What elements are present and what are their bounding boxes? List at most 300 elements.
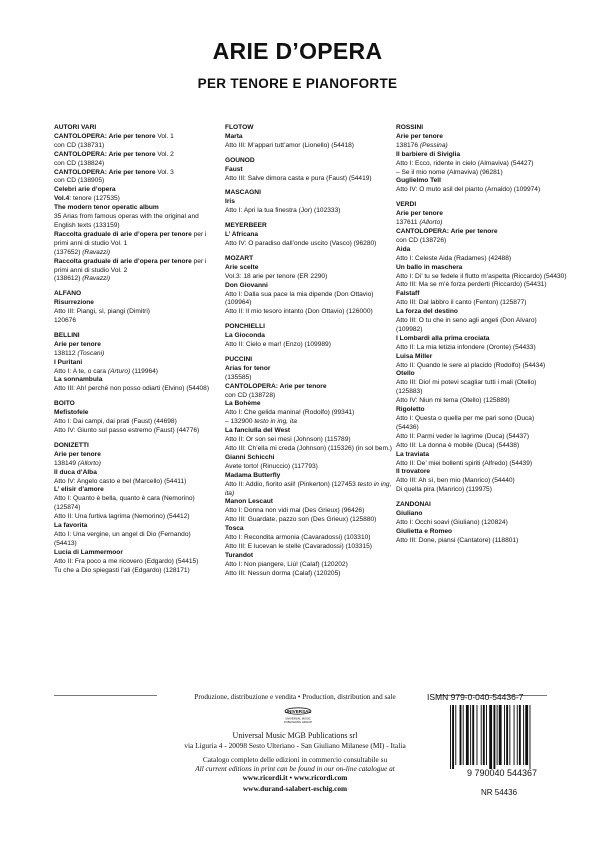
catalog-line <box>225 332 390 341</box>
catalog-text: La sonnambula <box>54 376 103 384</box>
catalog-text: con CD (138824) <box>54 159 105 167</box>
catalog-text: La Bohème <box>225 400 261 408</box>
catalog-line <box>396 362 556 371</box>
catalog-text: con CD (138905) <box>54 177 105 185</box>
catalog-line <box>54 451 219 460</box>
catalog-line <box>225 166 390 175</box>
catalog-line <box>396 281 556 290</box>
catalog-text: Atto I: Che gelida manina! (Rodolfo) (99341) <box>225 409 355 417</box>
composer-heading <box>225 189 390 198</box>
catalog-line <box>225 507 390 516</box>
catalog-text: Guglielmo Tell <box>396 177 441 185</box>
catalog-text: MEYERBEER <box>225 222 267 230</box>
catalog-line <box>54 275 219 284</box>
catalog-line <box>396 353 556 362</box>
composer-heading <box>225 323 390 332</box>
catalog-line <box>396 169 556 178</box>
catalog-line <box>54 195 219 204</box>
catalog-line <box>54 133 219 142</box>
catalog-note-en: All current editions in print can be found in our on-line catalogue at <box>195 764 395 773</box>
catalog-text: Un ballo in maschera <box>396 263 463 271</box>
catalog-text: Atto I: Dai campi, dai prati (Faust) (44698) <box>54 418 177 426</box>
catalog-text: BELLINI <box>54 331 80 339</box>
catalog-text: Arie per tenore <box>54 450 101 458</box>
catalog-text: Atto I: Occhi soavi (Giuliano) (120824) <box>396 518 508 526</box>
catalog-line <box>54 567 219 576</box>
catalog-text: (138612) <box>54 275 83 283</box>
catalog-line <box>396 415 556 424</box>
catalog-line <box>54 558 219 567</box>
catalog-line <box>396 397 556 406</box>
catalog-text: Atto III: Ma se m’è forza perderti (Riccardo) (54431) <box>396 281 547 289</box>
catalog-line <box>225 383 390 392</box>
catalog-line <box>396 272 567 282</box>
catalog-text: Gianni Schicchi <box>225 453 275 461</box>
catalog-text: con CD (138726) <box>396 236 447 244</box>
catalog-line <box>54 258 219 276</box>
catalog-text: BOITO <box>54 400 75 408</box>
catalog-text: Avete torto! (Rinuccio) (117793) <box>225 462 318 470</box>
catalog-text: Giulietta e Romeo <box>396 527 453 535</box>
catalog-text: (Toscani) <box>77 349 105 357</box>
catalog-text: PONCHIELLI <box>225 323 265 331</box>
catalog-text: Il trovatore <box>396 468 431 476</box>
composer-heading <box>54 332 219 341</box>
catalog-text: MOZART <box>225 254 254 262</box>
barcode-bar <box>499 705 502 765</box>
catalog-text: (109964) <box>225 299 252 307</box>
barcode-bar <box>489 705 492 769</box>
catalog-column-2 <box>225 124 390 579</box>
catalog-line <box>396 151 556 160</box>
barcode-bar <box>517 705 518 765</box>
catalog-text: Atto I: Donna non vidi mai (Des Grieux) (96426) <box>225 507 365 515</box>
catalog-line <box>225 392 390 401</box>
catalog-line <box>225 463 390 472</box>
catalog-text: Atto I: Celeste Aida (Radames) (42488) <box>396 254 512 262</box>
catalog-line <box>54 368 219 377</box>
catalog-line <box>396 370 556 379</box>
catalog-text: FLOTOW <box>225 124 254 131</box>
barcode-bar <box>523 705 524 765</box>
catalog-text: Giuliano <box>396 510 423 518</box>
barcode-bar <box>525 705 528 765</box>
catalog-text: La fanciulla del West <box>225 427 291 435</box>
catalog-line <box>396 451 556 460</box>
catalog-text: testo in ing, <box>357 480 392 488</box>
catalog-line <box>396 460 556 469</box>
catalog-line <box>225 291 390 300</box>
catalog-text: L’ Africana <box>225 231 259 239</box>
catalog-text: Atto IV: Niun mi tema (Otello) (125889) <box>396 397 510 405</box>
catalog-line <box>396 237 556 246</box>
catalog-line <box>396 424 556 433</box>
catalog-text: (Allorto) <box>77 459 101 467</box>
barcode-bar <box>483 705 485 765</box>
catalog-text: Atto III: Done, piansi (Cantatore) (118801) <box>396 536 519 544</box>
catalog-line <box>54 522 219 531</box>
catalog-text: Atto II: Cielo e mar! (Enzo) (109989) <box>225 341 331 349</box>
catalog-text: Atto III: Ah! perché non posso odiarti (Elvino) (54408) <box>54 385 210 393</box>
footer-rule-left <box>54 695 157 696</box>
catalog-text: (137652) <box>54 248 83 256</box>
catalog-text: Il duca d’Alba <box>54 468 97 476</box>
catalog-text: Arie per tenore <box>396 132 443 140</box>
catalog-line <box>225 534 390 543</box>
catalog-text: con CD (138731) <box>54 141 105 149</box>
catalog-text: Atto III: La donna è mobile (Duca) (54438) <box>396 441 520 449</box>
catalog-line <box>396 186 556 195</box>
catalog-line <box>225 525 390 534</box>
catalog-line <box>396 142 556 151</box>
barcode-bar <box>450 705 451 769</box>
catalog-text: Atto II: Or son sei mesi (Johnson) (115789) <box>225 436 351 444</box>
catalog-text: Vol. 1 <box>155 132 174 140</box>
catalog-text: Arie per tenore <box>54 340 101 348</box>
website-ricordi[interactable]: www.ricordi.it • www.ricordi.com <box>242 773 348 782</box>
catalog-line <box>225 341 390 350</box>
catalog-line <box>225 561 390 570</box>
catalog-text: (Pessina) <box>419 141 448 149</box>
catalog-line <box>54 460 219 469</box>
catalog-text: (Arturo) <box>107 367 131 375</box>
catalog-text: (Ravazzi) <box>82 248 111 256</box>
catalog-line <box>225 427 390 436</box>
catalog-line <box>54 169 219 178</box>
catalog-text: 138176 <box>396 141 420 149</box>
catalog-line <box>225 552 390 561</box>
catalog-line <box>396 406 556 415</box>
composer-heading <box>396 501 556 510</box>
catalog-text: ita) <box>225 489 235 497</box>
catalog-line <box>54 478 219 487</box>
catalog-text: (54413) <box>54 539 77 547</box>
catalog-line <box>396 160 556 169</box>
catalog-text: Vol. 3 <box>155 168 174 176</box>
catalog-line <box>54 317 219 326</box>
universal-music-logo <box>270 704 326 728</box>
catalog-line <box>396 264 556 273</box>
catalog-text: La favorita <box>54 522 88 530</box>
catalog-text: Aida <box>396 245 411 253</box>
catalog-text: 138112 <box>54 349 78 357</box>
catalog-text: Atto IV: O muto asil del pianto (Arnaldo) (109974) <box>396 186 541 194</box>
barcode <box>442 703 562 779</box>
website-dse[interactable]: www.durand-salabert-eschig.com <box>242 784 348 793</box>
catalog-line <box>54 495 219 504</box>
catalog-line <box>396 519 556 528</box>
catalog-text: Atto III: M’appari tutt’amor (Lionello) (54418) <box>225 141 355 149</box>
catalog-line <box>54 299 219 308</box>
catalog-text: CANTOLOPERA: Arie per tenore <box>396 227 498 235</box>
catalog-line <box>54 341 219 350</box>
barcode-bar <box>455 705 456 765</box>
catalog-text: (Allorto) <box>419 219 443 227</box>
composer-heading <box>225 124 390 133</box>
company-address: via Liguria 4 - 20098 Sesto Ulteriano - San Giuliano Milanese (MI) - Italia <box>184 741 406 750</box>
catalog-line <box>225 142 390 151</box>
ismn-code: ISMN 979-0-040-54436-7 <box>427 692 524 702</box>
catalog-text: : tenore (127535) <box>69 195 120 203</box>
catalog-line <box>54 213 219 231</box>
catalog-text: AUTORI VARI <box>54 124 97 131</box>
catalog-line <box>396 133 556 142</box>
catalog-text: (125874) <box>54 504 81 512</box>
composer-heading <box>396 201 556 210</box>
catalog-line <box>54 204 219 213</box>
page-title: ARIE D’OPERA <box>212 38 383 64</box>
catalog-text: (Ravazzi) <box>82 275 111 283</box>
catalog-text: Atto I: Non piangere, Liù! (Calaf) (120202) <box>225 560 348 568</box>
catalog-line <box>54 486 219 495</box>
catalog-line <box>225 436 390 445</box>
catalog-text: Atto III: Nessun dorma (Calaf) (120205) <box>225 569 341 577</box>
catalog-line <box>54 231 219 249</box>
catalog-text: Rigoletto <box>396 406 425 414</box>
barcode-bar <box>509 705 510 765</box>
catalog-line <box>225 240 390 249</box>
catalog-line <box>225 273 390 282</box>
catalog-line <box>396 433 556 442</box>
catalog-text: 137611 <box>396 219 420 227</box>
composer-heading <box>54 290 219 299</box>
catalog-line <box>54 409 219 418</box>
catalog-text: Atto I: Questa o quella per me pari sono (Duca) <box>396 415 535 422</box>
catalog-line <box>396 537 556 546</box>
catalog-text: MASCAGNI <box>225 189 261 197</box>
catalog-text: CANTOLOPERA: Arie per tenore <box>54 132 156 140</box>
catalog-text: The modern tenor operatic album <box>54 204 159 212</box>
catalog-text: Atto II: Fra poco a me ricovero (Edgardo) (54415) <box>54 557 199 565</box>
catalog-text: Arias for tenor <box>225 364 271 372</box>
catalog-text: (125883) <box>396 388 423 396</box>
catalog-text: per i primi anni di studio Vol. 1 <box>54 230 207 247</box>
catalog-text: Il barbiere di Siviglia <box>396 150 461 158</box>
catalog-text: Atto III: Ch’ella mi creda (Johnson) (115326) (in sol bem.) <box>225 445 392 452</box>
catalog-line <box>225 231 390 240</box>
catalog-line <box>396 308 556 317</box>
catalog-line <box>225 198 390 207</box>
company-name: Universal Music MGB Publications srl <box>232 731 358 740</box>
catalog-line <box>396 388 556 397</box>
catalog-text: con CD (138728) <box>225 391 276 399</box>
catalog-text: Arie per tenore <box>396 210 443 218</box>
page-subtitle: PER TENORE E PIANOFORTE <box>197 76 398 91</box>
catalog-line <box>54 531 219 540</box>
catalog-text: Atto III: Dio! mi potevi scagliar tutti i mali (Otello) <box>396 379 537 387</box>
catalog-line <box>225 308 390 317</box>
catalog-text: Tu che a Dio spiegasti l’ali (Edgardo) (128171) <box>54 566 190 574</box>
catalog-text: Lucia di Lammermoor <box>54 548 123 556</box>
catalog-text: Atto I: Di’ tu se fedele il flutto m’aspetta (Riccardo) (54430) <box>396 272 567 280</box>
catalog-text: La forza del destino <box>396 308 458 316</box>
catalog-line <box>54 469 219 478</box>
catalog-text: ROSSINI <box>396 124 424 131</box>
catalog-line <box>225 299 390 308</box>
production-line: Produzione, distribuzione e vendita • Production, distribution and sale <box>194 693 396 701</box>
catalog-text: Atto II: Quando le sere al placido (Rodolfo) (54434) <box>396 361 546 369</box>
catalog-line <box>54 427 219 436</box>
catalog-line <box>54 549 219 558</box>
catalog-text: I Puritani <box>54 358 83 366</box>
barcode-bar <box>493 705 495 769</box>
catalog-text: CANTOLOPERA: Arie per tenore <box>54 168 156 176</box>
catalog-text: Otello <box>396 370 415 378</box>
catalog-text: (135585) <box>225 373 252 381</box>
catalog-text: L’ elisir d’amore <box>54 486 104 494</box>
catalog-line <box>54 376 219 385</box>
catalog-text: Atto III: O tu che in seno agli angeli (Don Alvaro) <box>396 317 537 325</box>
catalog-text: Atto IV: O paradiso dall’onde uscito (Vasco) (96280) <box>225 239 377 247</box>
composer-heading <box>54 400 219 409</box>
composer-heading <box>225 356 390 365</box>
catalog-line <box>225 409 390 418</box>
catalog-text: 35 Arias from famous operas with the original and English texts (133159) <box>54 213 199 229</box>
catalog-text: Don Giovanni <box>225 281 268 289</box>
catalog-text: Arie scelte <box>225 263 259 271</box>
catalog-line <box>396 210 556 219</box>
catalog-line <box>54 540 219 549</box>
catalog-text: (109982) <box>396 325 423 333</box>
catalog-line <box>396 335 556 344</box>
catalog-line <box>396 486 556 495</box>
composer-heading <box>225 255 390 264</box>
catalog-line <box>54 385 219 394</box>
catalog-text: Atto III: Dal labbro il canto (Fenton) (125877) <box>396 299 527 307</box>
catalog-text: Vol. 2 <box>155 150 174 158</box>
catalog-line <box>225 490 390 499</box>
catalog-text: Marta <box>225 132 243 140</box>
catalog-line <box>225 498 390 507</box>
barcode-bar <box>466 705 469 765</box>
catalog-line <box>225 454 390 463</box>
catalog-line <box>396 477 556 486</box>
catalog-line <box>54 177 219 186</box>
composer-heading <box>396 124 556 133</box>
catalog-text: Risurrezione <box>54 299 94 307</box>
catalog-text: PUCCINI <box>225 355 253 363</box>
catalog-line <box>396 510 556 519</box>
catalog-line <box>54 308 219 317</box>
catalog-text: Iris <box>225 198 235 206</box>
catalog-text: CANTOLOPERA: Arie per tenore <box>225 382 327 390</box>
catalog-text: Tosca <box>225 525 244 533</box>
catalog-text: Vol.3: 18 arie per tenore (ER 2290) <box>225 272 328 280</box>
catalog-column-3 <box>396 124 567 546</box>
catalog-line <box>225 365 390 374</box>
catalog-text: Atto II: Addio, fiorito asil! (Pinkerton) (127453 <box>225 480 358 488</box>
catalog-text: La traviata <box>396 450 429 458</box>
barcode-bar <box>514 705 515 765</box>
catalog-line <box>54 359 219 368</box>
catalog-text: testo in ing, ita <box>254 418 297 426</box>
catalog-line <box>225 570 390 579</box>
catalog-line <box>225 133 390 142</box>
barcode-bar <box>486 705 487 765</box>
catalog-line <box>225 374 390 383</box>
catalog-text: Atto IV: Angelo casto e bel (Marcello) (54411) <box>54 477 187 485</box>
catalog-line <box>396 379 556 388</box>
catalog-line <box>225 516 390 525</box>
catalog-line <box>54 142 219 151</box>
catalog-text: Atto III: Salve dimora casta e pura (Faust) (54419) <box>225 174 372 182</box>
catalog-line <box>396 228 556 237</box>
catalog-text: Atto I: Dalla sua pace la mia dipende (Don Ottavio) <box>225 290 374 298</box>
catalog-text: Luisa Miller <box>396 352 433 360</box>
catalog-line <box>225 175 390 184</box>
barcode-bar <box>530 705 531 769</box>
catalog-text: 138149 <box>54 459 78 467</box>
catalog-text: GOUNOD <box>225 156 255 164</box>
catalog-number: NR 54436 <box>481 788 518 797</box>
catalog-line <box>225 282 390 291</box>
catalog-line <box>225 418 390 427</box>
catalog-text: Vol.4 <box>54 195 70 203</box>
catalog-text: Falstaff <box>396 290 420 298</box>
catalog-text: Raccolta graduale di arie d’opera per tenore <box>54 257 192 265</box>
catalog-line <box>225 207 390 216</box>
catalog-text: – Se il mio nome (Almaviva) (96281) <box>396 168 503 176</box>
catalog-note-it: Catalogo completo delle edizioni in commercio consultabile su <box>202 755 388 764</box>
catalog-column-1 <box>54 124 219 576</box>
catalog-text: (54436) <box>396 423 419 431</box>
catalog-text: Madama Butterfly <box>225 471 281 479</box>
barcode-bar <box>506 705 508 765</box>
barcode-bar <box>504 705 505 765</box>
catalog-line <box>54 504 219 513</box>
composer-heading <box>54 442 219 451</box>
catalog-line <box>225 481 390 490</box>
barcode-digits: 9 790040 544367 <box>466 768 538 778</box>
composer-heading <box>54 124 219 133</box>
catalog-text: La Gioconda <box>225 332 265 340</box>
catalog-text: Atto II: Una furtiva lagrima (Nemorino) (54412) <box>54 513 190 521</box>
catalog-text: per i primi anni di studio Vol. 2 <box>54 257 207 274</box>
catalog-text: (119964) <box>130 367 158 375</box>
catalog-text: Mefistofele <box>54 409 89 417</box>
logo-line-1: UNIVERSAL MUSIC <box>285 716 311 721</box>
barcode-bar <box>452 705 454 769</box>
catalog-text: Atto IV: Giunto sul passo estremo (Faust) (44776) <box>54 427 200 434</box>
catalog-text: Atto I: Una vergine, un angel di Dio (Fernando) <box>54 530 191 538</box>
catalog-text: Faust <box>225 165 243 173</box>
catalog-line <box>396 344 556 353</box>
catalog-text: Celebri arie d’opera <box>54 186 116 194</box>
barcode-bar <box>463 705 464 765</box>
catalog-line <box>396 326 556 335</box>
catalog-text: Atto II: Il mio tesoro intanto (Don Ottavio) (126000) <box>225 308 373 316</box>
barcode-bar <box>497 705 498 765</box>
catalog-line <box>54 418 219 427</box>
catalog-text: Atto II: Parmi veder le lagrime (Duca) (54437) <box>396 432 530 440</box>
catalog-text: Atto III: Ah sì, ben mio (Manrico) (54440) <box>396 477 515 485</box>
catalog-text: Atto I: A te, o cara <box>54 367 108 375</box>
catalog-line <box>54 151 219 160</box>
catalog-text: Di quella pira (Manrico) (119975) <box>396 486 492 494</box>
catalog-line <box>396 299 556 308</box>
catalog-line <box>225 543 390 552</box>
catalog-text: I Lombardi alla prima crociata <box>396 334 490 342</box>
catalog-line <box>225 264 390 273</box>
catalog-line <box>54 249 219 258</box>
barcode-bar <box>460 705 462 765</box>
barcode-bar <box>519 705 521 765</box>
logo-wordmark: UNIVERSAL <box>284 708 312 714</box>
catalog-line <box>396 255 556 264</box>
catalog-text: Manon Lescaut <box>225 498 273 506</box>
catalog-text: VERDI <box>396 201 417 209</box>
catalog-text: 120676 <box>54 317 77 325</box>
